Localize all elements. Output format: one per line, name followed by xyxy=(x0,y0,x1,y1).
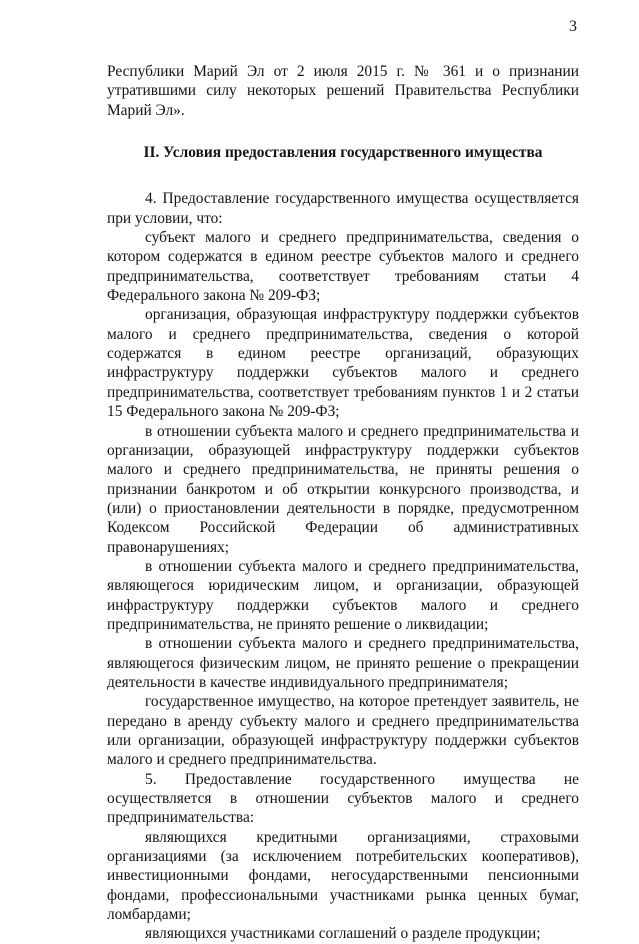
exclusion-financial-orgs-paragraph: являющихся кредитными организациями, страховыми организациями (за исключением потребительских кооперативов), инвестиционными фондами, негосударственными пенсионными фондами, профессиональными участниками рынка ценных бумаг, ломбардами; xyxy=(107,828,579,924)
condition-individual-entrepreneur-paragraph: в отношении субъекта малого и среднего предпринимательства, являющегося физическим лицом, не принято решение о прекращении деятельности в качестве индивидуального предпринимателя; xyxy=(107,635,579,691)
document-body xyxy=(107,62,579,944)
condition-infrastructure-org-paragraph: организация, образующая инфраструктуру поддержки субъектов малого и среднего предпринимательства, сведения о которой содержатся в едином реестре организаций, образующих инфраструктуру поддержки субъектов малого и среднего предпринимательства, соответствует требованиям пунктов 1 и 2 статьи 15 Федерального закона № 209-ФЗ; xyxy=(107,306,579,421)
clause-5-paragraph: 5. Предоставление государственного имущества не осуществляется в отношении субъектов малого и среднего предпринимательства: xyxy=(107,770,579,827)
condition-property-not-leased-paragraph: государственное имущество, на которое претендует заявитель, не передано в аренду субъекту малого и среднего предпринимательства или организации, образующей инфраструктуру поддержки субъектов малого и среднего предпринимательства. xyxy=(107,693,579,769)
condition-no-bankruptcy-paragraph: в отношении субъекта малого и среднего предпринимательства и организации, образующей инфраструктуру поддержки субъектов малого и среднего предпринимательства, не приняты решения о признании банкротом и об открытии конкурсного производства, и (или) о приостановлении деятельности в порядке, предусмотренном Кодексом Российской Федерации об административных правонарушениях; xyxy=(107,422,579,556)
clause-4-paragraph: 4. Предоставление государственного имущества осуществляется при условии, что: xyxy=(107,190,579,227)
page-number: 3 xyxy=(569,18,577,35)
condition-no-liquidation-paragraph: в отношении субъекта малого и среднего предпринимательства, являющегося юридическим лицом, и организации, образующей инфраструктуру поддержки субъектов малого и среднего предпринимательства, не принято решение о ликвидации; xyxy=(107,557,579,633)
exclusion-psa-participants-paragraph: являющихся участниками соглашений о разделе продукции; xyxy=(145,925,541,943)
intro-paragraph: Республики Марий Эл от 2 июля 2015 г. № 361 и о признании утратившими силу некоторых решений Правительства Республики Марий Эл». xyxy=(107,63,579,119)
section-heading: II. Условия предоставления государственного имущества xyxy=(143,144,543,162)
condition-smb-registry-paragraph: субъект малого и среднего предпринимательства, сведения о котором содержатся в едином реестре субъектов малого и среднего предпринимательства, соответствует требованиям статьи 4 Федерального закона № 209-ФЗ; xyxy=(107,229,579,305)
